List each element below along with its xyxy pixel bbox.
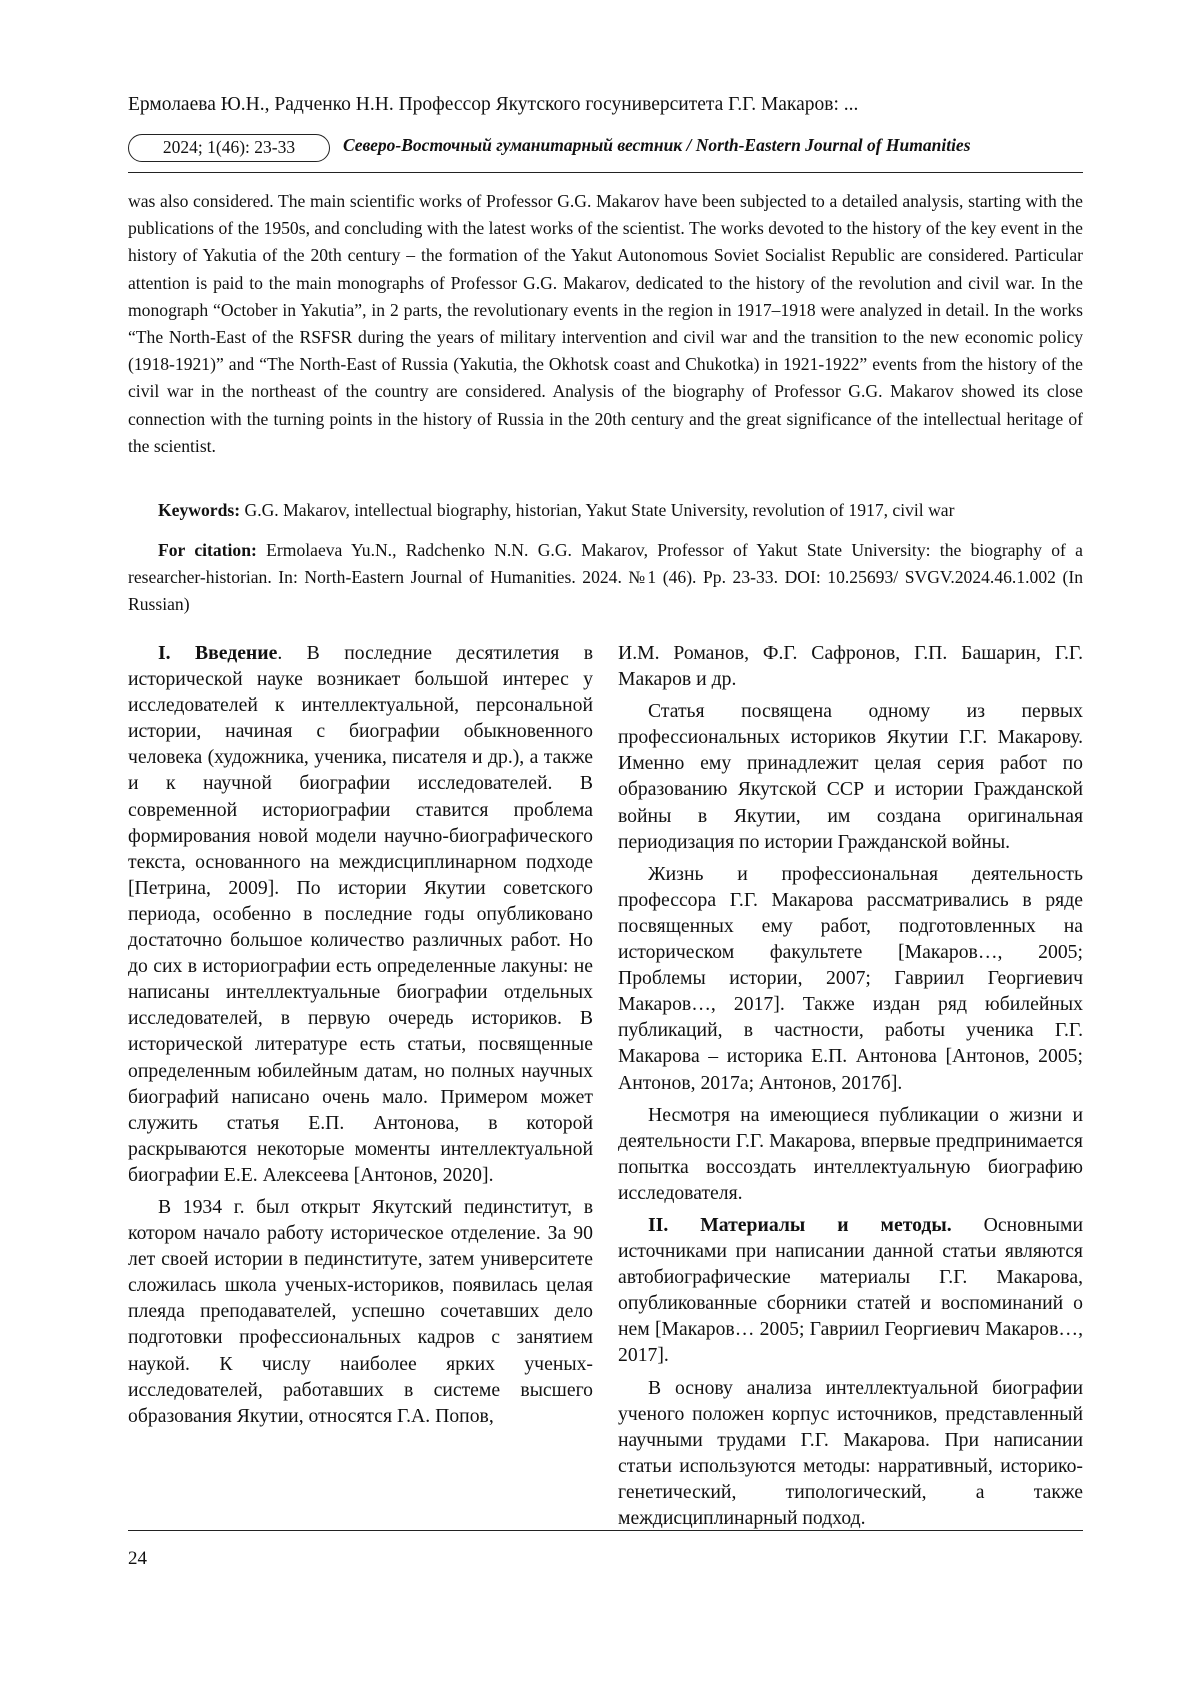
page-number: 24 <box>128 1548 147 1569</box>
paragraph: Жизнь и профессиональная деятельность профессора Г.Г. Макарова рассматривались в ряде посвященных ему работ, подготовленных на историческом факультете [Макаров…, 2005; Проблемы истории, 2007; Гавриил Георгиевич Макаров…, 2017]. Также издан ряд юбилейных публикаций, в частности, работы ученика Г.Г. Макарова – историка Е.П. Антонова [Антонов, 2005; Антонов, 2017а; Антонов, 2017б]. <box>618 862 1083 1094</box>
paragraph: Несмотря на имеющиеся публикации о жизни и деятельности Г.Г. Макарова, впервые предпринимается попытка воссоздать интеллектуальную биографию исследователя. <box>618 1103 1083 1204</box>
header-divider <box>128 172 1083 173</box>
methods-text: Основными источниками при написании данной статьи являются автобиографические материалы Г.Г. Макарова, опубликованные сборники статей и воспоминаний о нем [Макаров… 2005; Гавриил Георгиевич Макаров…, 2017]. <box>618 1213 1083 1367</box>
issue-bar <box>128 134 1083 164</box>
methods-paragraph <box>618 1212 1083 1369</box>
keywords <box>128 497 1083 524</box>
paragraph: Статья посвящена одному из первых профессиональных историков Якутии Г.Г. Макарову. Именно ему принадлежит целая серия работ по образованию Якутской ССР и истории Гражданской войны в Якутии, им создана оригинальная периодизация по истории Гражданской войны. <box>618 700 1083 853</box>
paragraph: В 1934 г. был открыт Якутский пединститут, в котором начало работу историческое отделение. За 90 лет своей истории в пединституте, затем университете сложилась школа ученых-историков, появилась целая плеяда преподавателей, успешно сочетавших дело подготовки профессиональных кадров с занятием наукой. К числу наиболее ярких ученых-исследователей, работавших в системе высшего образования Якутии, относятся Г.А. Попов, <box>128 1195 593 1427</box>
footer-divider <box>128 1530 1083 1531</box>
intro-text: . В последние десятилетия в исторической науке возникает большой интерес у исследователей к интеллектуальной, персональной истории, начиная с биографии обыкновенного человека (художника, ученика, писателя и др.), а также и к научной биографии исследователей. В современной историографии ставится проблема формирования новой модели научно-биографического текста, основанного на междисциплинарном подходе [Петрина, 2009]. По истории Якутии советского периода, особенно в последние годы опубликовано достаточно большое количество различных работ. Но до сих в историографии есть определенные лакуны: не написаны интеллектуальные биографии отдельных исследователей, в первую очередь историков. В исторической литературе есть статьи, посвященные определенным юбилейным датам, но полных научных биографий написано очень мало. Примером может служить статья Е.П. Антонова, в которой раскрываются некоторые моменты интеллектуальной биографии Е.Е. Алексеева [Антонов, 2020]. <box>128 642 593 1186</box>
abstract-text: was also considered. The main scientific works of Professor G.G. Makarov have been subjected to a detailed analysis, starting with the publications of the 1950s, and concluding with the latest works of the scientist. The works devoted to the history of the key event in the history of Yakutia of the 20th century – the formation of the Yakut Autonomous Soviet Socialist Republic are considered. Particular attention is paid to the main monographs of Professor G.G. Makarov, dedicated to the history of the revolution and civil war. In the monograph “October in Yakutia”, in 2 parts, the revolutionary events in the region in 1917–1918 were analyzed in detail. In the works “The North-East of the RSFSR during the years of military intervention and civil war and the transition to the new economic policy (1918-1921)” and “The North-East of Russia (Yakutia, the Okhotsk coast and Chukotka) in 1921-1922” events from the history of the civil war in the northeast of the country are considered. Analysis of the biography of Professor G.G. Makarov showed its close connection with the turning points in the history of Russia in the 20th century and the great significance of the intellectual heritage of the scientist. <box>128 191 1083 456</box>
abstract <box>128 188 1083 460</box>
paragraph: В основу анализа интеллектуальной биографии ученого положен корпус источников, представленный научными трудами Г.Г. Макарова. При написании статьи используются методы: нарративный, историко-генетический, типологический, а также междисциплинарный подход. <box>618 1376 1083 1529</box>
citation-text: Ermolaeva Yu.N., Radchenko N.N. G.G. Makarov, Professor of Yakut State University: the biography of a researcher-historian. In: North-Eastern Journal of Humanities. 2024. №1 (46). Pp. 23-33. DOI: 10.25693/ SVGV.2024.46.1.002 (In Russian) <box>128 540 1083 615</box>
journal-title: Северо-Восточный гуманитарный вестник / North-Eastern Journal of Humanities <box>343 135 971 155</box>
paragraph-continuation: И.М. Романов, Ф.Г. Сафронов, Г.П. Башарин, Г.Г. Макаров и др. <box>618 642 1083 691</box>
issue-badge: 2024; 1(46): 23-33 <box>128 134 330 162</box>
intro-heading: I. Введение <box>158 642 278 664</box>
body-column-left <box>128 640 593 1435</box>
citation <box>128 537 1083 619</box>
intro-paragraph <box>128 640 593 1188</box>
citation-label: For citation: <box>158 540 257 560</box>
running-title: Ермолаева Ю.Н., Радченко Н.Н. Профессор Якутского госуниверситета Г.Г. Макаров: ... <box>128 94 859 115</box>
body-column-right <box>618 640 1083 1537</box>
keywords-text: G.G. Makarov, intellectual biography, historian, Yakut State University, revolution of 1917, civil war <box>240 500 955 520</box>
keywords-label: Keywords: <box>158 500 241 520</box>
methods-heading: II. Материалы и методы. <box>648 1213 952 1236</box>
